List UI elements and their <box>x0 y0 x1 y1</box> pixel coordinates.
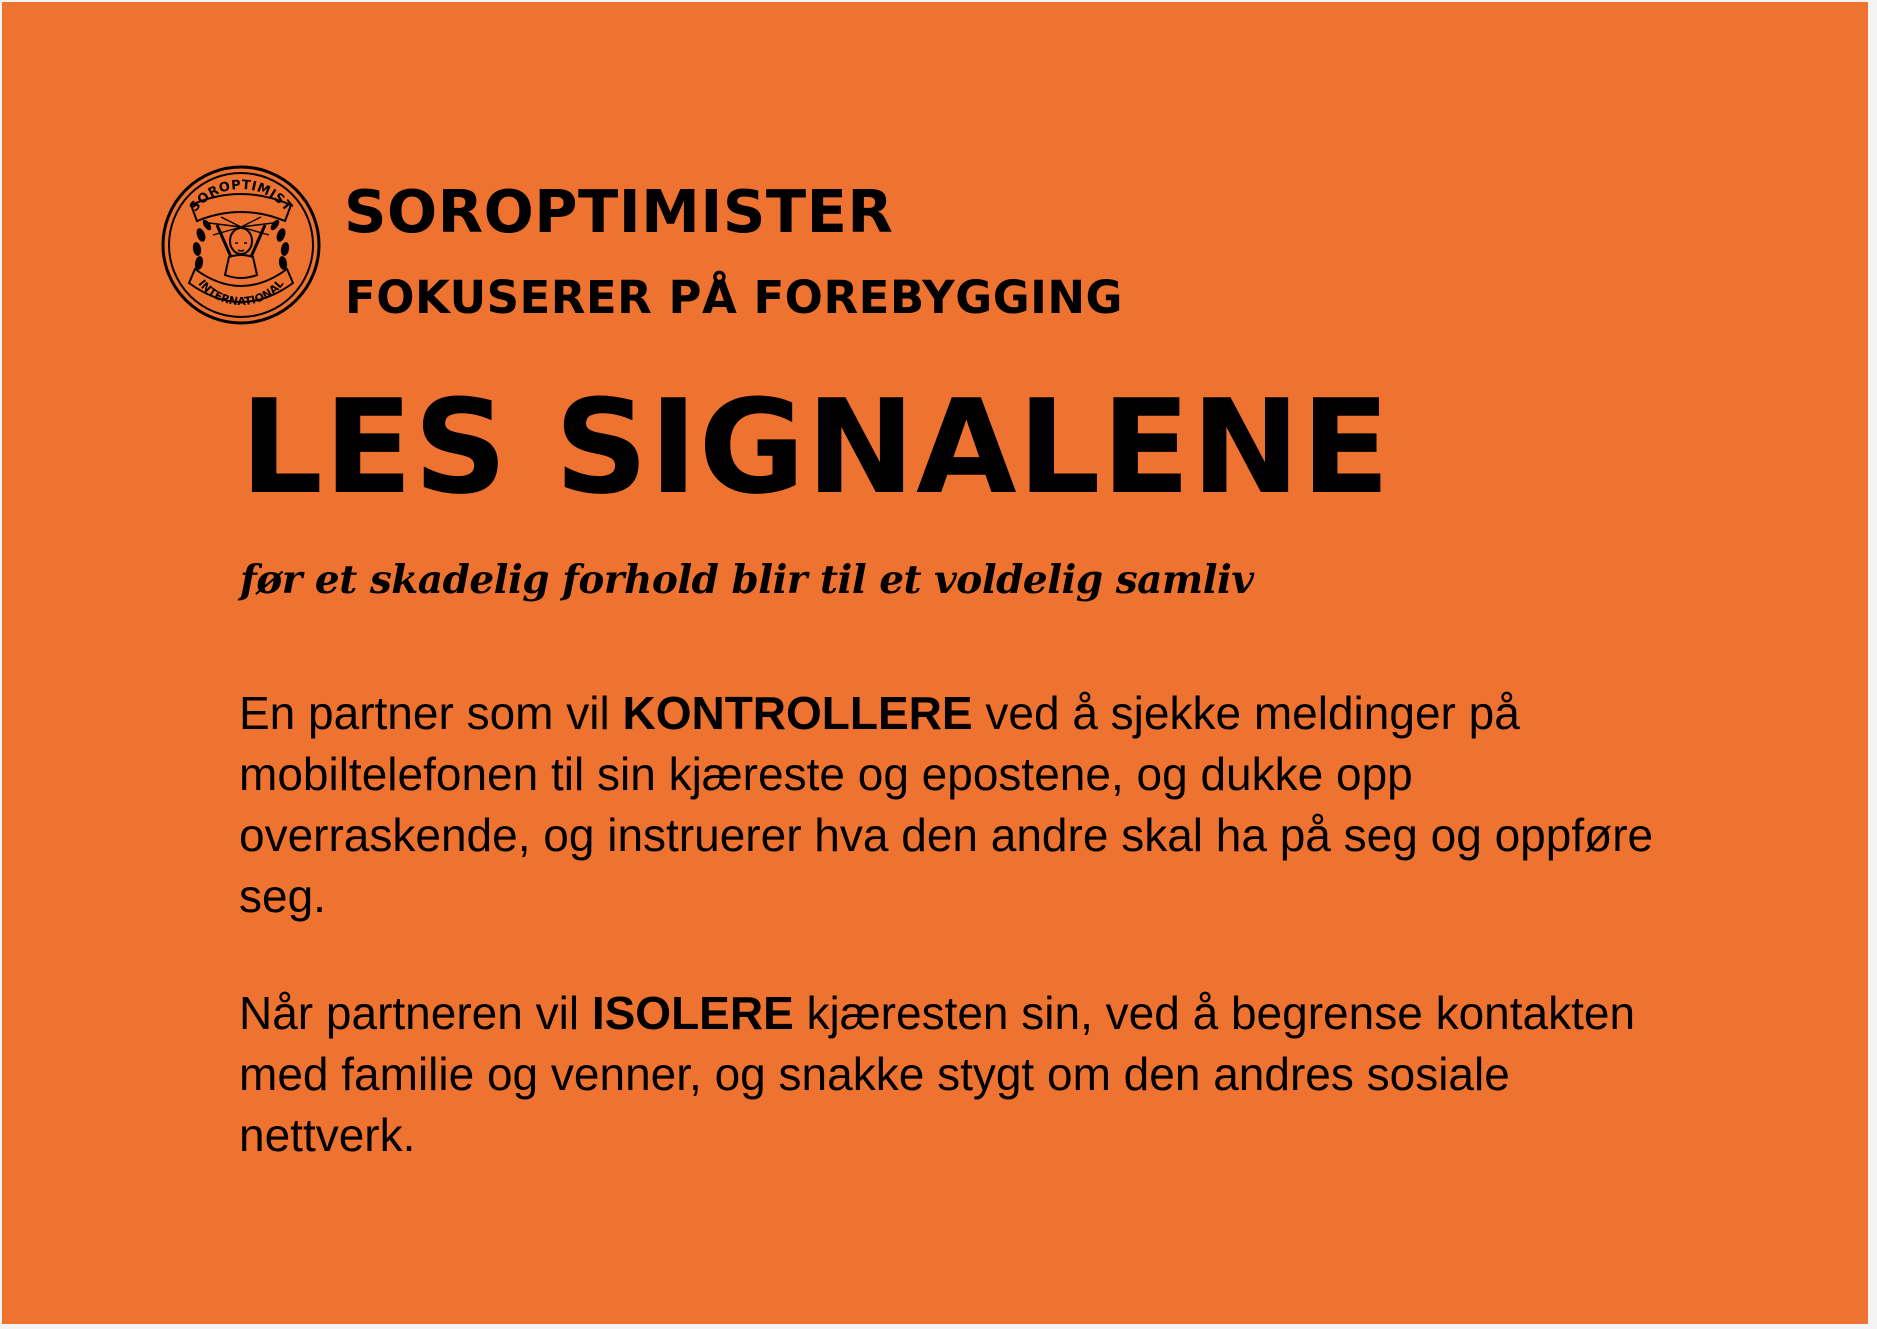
svg-text:INTERNATIONAL: INTERNATIONAL <box>195 277 287 309</box>
paragraph-text: ved å sjekke meldinger på mobiltelefonen til sin kjæreste og epostene, og dukke opp overraskende, og instruerer hva den andre skal ha på seg og oppføre seg. <box>239 687 1654 922</box>
signal-card <box>2 2 1868 1324</box>
paragraph-control <box>239 683 1689 927</box>
paragraph-text: En partner som vil <box>239 687 623 739</box>
paragraph-isolate <box>239 983 1689 1166</box>
org-name: SOROPTIMISTER <box>344 177 894 246</box>
keyword-emphasis: KONTROLLERE <box>622 687 973 739</box>
paragraph-text: Når partneren vil <box>239 987 592 1039</box>
org-tagline: FOKUSERER PÅ FOREBYGGING <box>345 271 1123 324</box>
subtitle: før et skadelig forhold blir til et voldelig samliv <box>240 557 1254 603</box>
svg-text:SOROPTIMIST: SOROPTIMIST <box>186 177 296 215</box>
page-title: LES SIGNALENE <box>240 371 1391 523</box>
soroptimist-logo-icon <box>161 165 321 325</box>
paragraph-text: kjæresten sin, ved å begrense kontakten med familie og venner, og snakke stygt om den andres sosiale nettverk. <box>239 987 1636 1161</box>
keyword-emphasis: ISOLERE <box>591 987 794 1039</box>
